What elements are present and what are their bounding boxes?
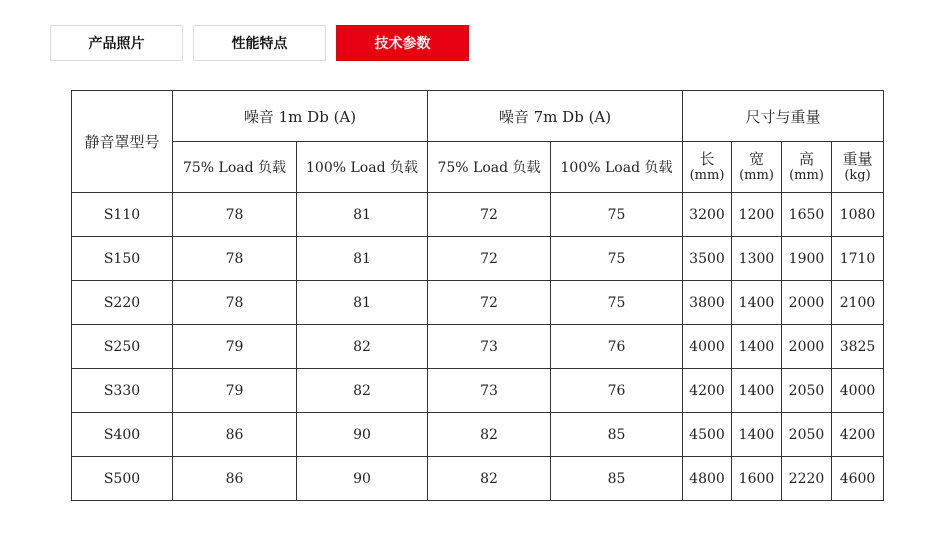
table-cell: 81 xyxy=(297,193,428,237)
spec-table-body xyxy=(72,193,884,501)
table-row xyxy=(72,193,884,237)
table-cell: 86 xyxy=(173,413,297,457)
table-cell: 82 xyxy=(428,457,551,501)
col-width-unit: (mm) xyxy=(739,168,774,183)
col-height-label: 高 xyxy=(798,150,814,168)
tab-performance-features[interactable]: 性能特点 xyxy=(193,25,326,61)
tab-technical-parameters[interactable]: 技术参数 xyxy=(336,25,469,61)
table-cell: 85 xyxy=(551,413,683,457)
table-cell: 82 xyxy=(297,369,428,413)
table-cell: 1400 xyxy=(732,325,782,369)
table-cell: 76 xyxy=(551,325,683,369)
col-weight xyxy=(832,142,884,193)
table-cell: 1650 xyxy=(782,193,832,237)
table-cell: 4200 xyxy=(683,369,732,413)
table-cell: 82 xyxy=(428,413,551,457)
table-cell: 86 xyxy=(173,457,297,501)
table-cell: 2000 xyxy=(782,281,832,325)
table-cell: 90 xyxy=(297,457,428,501)
table-cell: 2050 xyxy=(782,369,832,413)
table-cell: 1400 xyxy=(732,369,782,413)
col-length-unit: (mm) xyxy=(689,168,725,183)
col-height-unit: (mm) xyxy=(789,168,824,183)
table-cell: 72 xyxy=(428,237,551,281)
model-cell: S330 xyxy=(72,369,173,413)
model-cell: S150 xyxy=(72,237,173,281)
table-cell: 3800 xyxy=(683,281,732,325)
noise-1m-header: 噪音 1m Db (A) xyxy=(173,91,428,142)
table-cell: 79 xyxy=(173,325,297,369)
table-row xyxy=(72,369,884,413)
table-cell: 78 xyxy=(173,281,297,325)
table-cell: 4600 xyxy=(832,457,884,501)
table-cell: 3825 xyxy=(832,325,884,369)
table-cell: 73 xyxy=(428,369,551,413)
table-cell: 75 xyxy=(551,281,683,325)
table-cell: 82 xyxy=(297,325,428,369)
table-cell: 72 xyxy=(428,281,551,325)
dims-weight-header: 尺寸与重量 xyxy=(683,91,884,142)
model-cell: S500 xyxy=(72,457,173,501)
col-75-load-7m: 75% Load 负载 xyxy=(428,142,551,193)
table-cell: 2100 xyxy=(832,281,884,325)
table-cell: 1710 xyxy=(832,237,884,281)
col-length-label: 长 xyxy=(699,150,715,168)
table-cell: 3200 xyxy=(683,193,732,237)
model-cell: S220 xyxy=(72,281,173,325)
model-header: 静音罩型号 xyxy=(72,91,173,193)
col-weight-unit: (kg) xyxy=(844,168,871,183)
col-weight-label: 重量 xyxy=(842,150,873,168)
col-100-load-7m: 100% Load 负载 xyxy=(551,142,683,193)
tab-bar xyxy=(50,25,469,61)
table-cell: 4000 xyxy=(832,369,884,413)
col-height xyxy=(782,142,832,193)
col-width xyxy=(732,142,782,193)
table-cell: 1900 xyxy=(782,237,832,281)
model-cell: S400 xyxy=(72,413,173,457)
table-cell: 1080 xyxy=(832,193,884,237)
table-cell: 76 xyxy=(551,369,683,413)
table-cell: 81 xyxy=(297,237,428,281)
table-cell: 1600 xyxy=(732,457,782,501)
table-cell: 79 xyxy=(173,369,297,413)
table-row xyxy=(72,281,884,325)
table-cell: 78 xyxy=(173,237,297,281)
model-cell: S110 xyxy=(72,193,173,237)
col-width-label: 宽 xyxy=(748,150,764,168)
col-100-load-1m: 100% Load 负载 xyxy=(297,142,428,193)
tab-product-photos[interactable]: 产品照片 xyxy=(50,25,183,61)
table-cell: 75 xyxy=(551,237,683,281)
table-cell: 1400 xyxy=(732,413,782,457)
noise-7m-header: 噪音 7m Db (A) xyxy=(428,91,683,142)
spec-table xyxy=(71,90,884,501)
table-cell: 2220 xyxy=(782,457,832,501)
table-cell: 73 xyxy=(428,325,551,369)
table-cell: 4800 xyxy=(683,457,732,501)
table-cell: 3500 xyxy=(683,237,732,281)
col-length xyxy=(683,142,732,193)
table-row xyxy=(72,457,884,501)
table-cell: 81 xyxy=(297,281,428,325)
col-75-load-1m: 75% Load 负载 xyxy=(173,142,297,193)
table-row xyxy=(72,237,884,281)
table-cell: 90 xyxy=(297,413,428,457)
table-cell: 72 xyxy=(428,193,551,237)
model-cell: S250 xyxy=(72,325,173,369)
table-cell: 1200 xyxy=(732,193,782,237)
table-cell: 75 xyxy=(551,193,683,237)
table-row xyxy=(72,413,884,457)
table-cell: 4500 xyxy=(683,413,732,457)
table-cell: 1300 xyxy=(732,237,782,281)
table-cell: 4000 xyxy=(683,325,732,369)
table-cell: 78 xyxy=(173,193,297,237)
table-cell: 85 xyxy=(551,457,683,501)
table-cell: 2000 xyxy=(782,325,832,369)
table-cell: 4200 xyxy=(832,413,884,457)
table-cell: 1400 xyxy=(732,281,782,325)
table-cell: 2050 xyxy=(782,413,832,457)
table-row xyxy=(72,325,884,369)
